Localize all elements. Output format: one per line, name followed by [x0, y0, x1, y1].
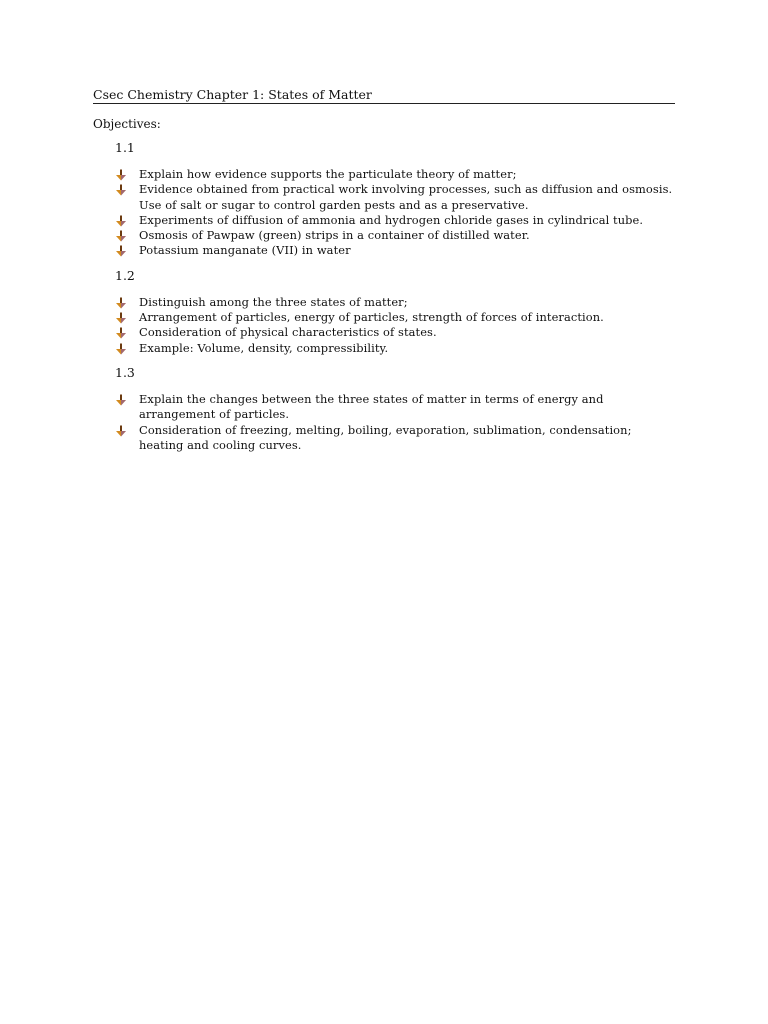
arrow-down-bullet-icon [115, 327, 127, 339]
arrow-down-bullet-icon [115, 312, 127, 324]
bullet-list [115, 392, 675, 453]
arrow-down-bullet-icon [115, 425, 127, 437]
objective-section [115, 268, 675, 356]
bullet-list [115, 167, 675, 259]
list-item-text: Distinguish among the three states of matter; [139, 294, 408, 309]
list-item-text: Example: Volume, density, compressibility. [139, 340, 389, 355]
list-item [115, 341, 675, 356]
objective-section [115, 140, 675, 259]
arrow-down-bullet-icon [115, 245, 127, 257]
document-title: Csec Chemistry Chapter 1: States of Matter [93, 86, 675, 104]
list-item-text: Arrangement of particles, energy of particles, strength of forces of interaction. [139, 310, 604, 325]
arrow-down-bullet-icon [115, 297, 127, 309]
objectives-label: Objectives: [93, 117, 161, 131]
list-item-text: Consideration of physical characteristics of states. [139, 325, 437, 340]
section-number: 1.2 [115, 267, 135, 283]
list-item [115, 295, 675, 310]
arrow-down-bullet-icon [115, 169, 127, 181]
list-item [115, 310, 675, 325]
list-item [115, 182, 675, 213]
section-number: 1.1 [115, 140, 135, 155]
list-item-text: Potassium manganate (VII) in water [139, 243, 351, 258]
objective-section [115, 365, 675, 453]
list-item-text: Consideration of freezing, melting, boiling, evaporation, sublimation, condensation; heating and cooling curves. [139, 422, 632, 452]
list-item-text: Explain how evidence supports the particulate theory of matter; [139, 167, 517, 181]
arrow-down-bullet-icon [115, 230, 127, 242]
objectives-sections [93, 140, 675, 453]
arrow-down-bullet-icon [115, 215, 127, 227]
list-item-text: Osmosis of Pawpaw (green) strips in a container of distilled water. [139, 228, 530, 243]
document-page [93, 86, 675, 453]
list-item-text: Evidence obtained from practical work involving processes, such as diffusion and osmosis. Use of salt or sugar to control garden pests and as a preservative. [139, 182, 673, 212]
list-item-text: Experiments of diffusion of ammonia and hydrogen chloride gases in cylindrical tube. [139, 212, 644, 227]
list-item [115, 213, 675, 228]
list-item [115, 423, 675, 454]
section-number: 1.3 [115, 364, 135, 380]
arrow-down-bullet-icon [115, 343, 127, 355]
arrow-down-bullet-icon [115, 184, 127, 196]
list-item [115, 228, 675, 243]
arrow-down-bullet-icon [115, 394, 127, 406]
list-item [115, 392, 675, 423]
list-item-text: Explain the changes between the three states of matter in terms of energy and arrangement of particles. [139, 391, 604, 422]
list-item [115, 325, 675, 340]
bullet-list [115, 295, 675, 356]
list-item [115, 167, 675, 182]
list-item [115, 243, 675, 258]
